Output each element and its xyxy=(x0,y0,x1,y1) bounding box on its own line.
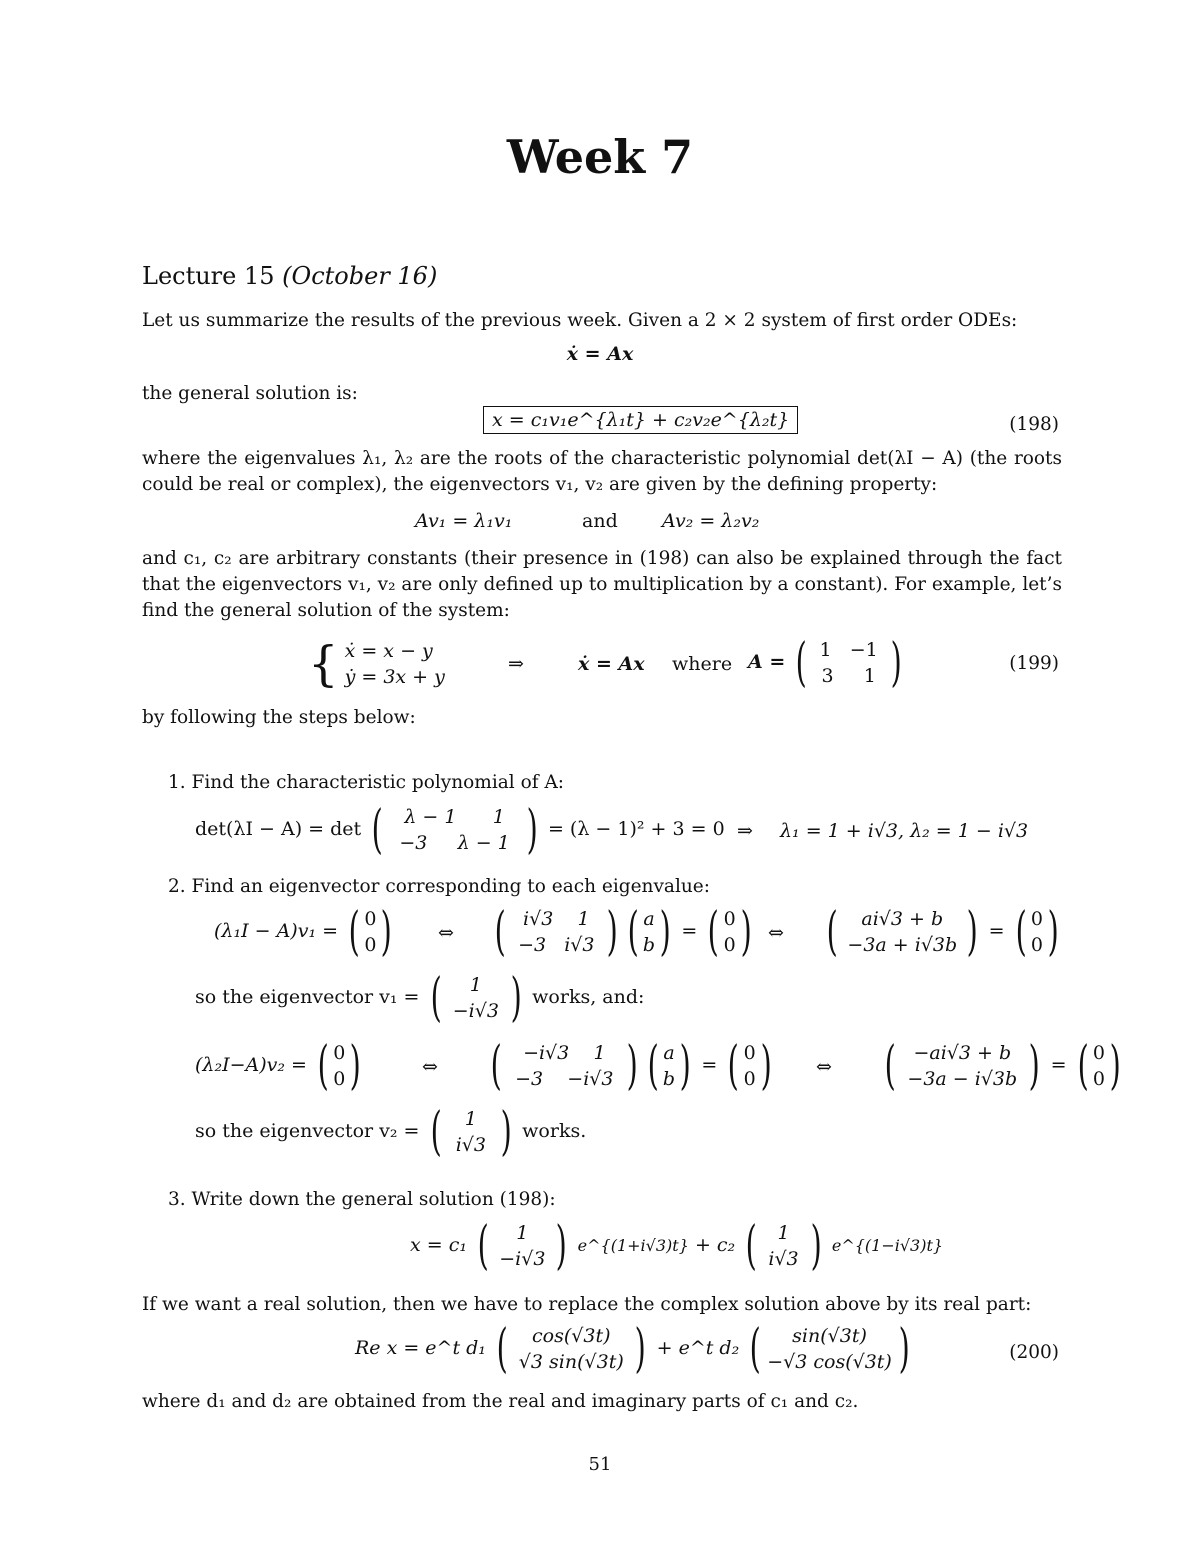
eq2-matrix xyxy=(506,1040,622,1092)
left-paren: ( xyxy=(430,968,442,1028)
left-paren: ( xyxy=(1077,1036,1089,1096)
matrix-A-entries xyxy=(818,637,880,689)
step-3-label: 3. xyxy=(168,1189,186,1210)
right-paren: ) xyxy=(510,968,522,1028)
eigvec-2-statement xyxy=(195,1102,587,1162)
e1-12: 1 xyxy=(577,908,590,930)
right-paren: ) xyxy=(526,800,538,860)
left-paren: ( xyxy=(348,902,360,962)
eigen-equation-right xyxy=(662,510,759,532)
e2-21: −3 xyxy=(515,1068,544,1090)
zero-top: 0 xyxy=(333,1042,346,1064)
v1-top: 1 xyxy=(469,974,482,996)
zero-bottom: 0 xyxy=(333,1068,346,1090)
cm-22: λ − 1 xyxy=(457,832,510,854)
right-paren: ) xyxy=(634,1319,646,1379)
res1-bottom: −3a + i√3b xyxy=(847,934,958,956)
right-paren: ) xyxy=(349,1036,362,1096)
b-entry: b xyxy=(642,934,656,956)
gs-v1 xyxy=(493,1220,551,1272)
rv2-bottom: −√3 cos(√3t) xyxy=(767,1351,892,1373)
ab-vector xyxy=(663,1040,675,1092)
step-2-text xyxy=(168,874,1048,900)
system-line-2: ẏ = 3x + y xyxy=(344,666,445,688)
left-paren: ( xyxy=(745,1216,757,1276)
eq2-matrix-product: ( −i√3 1 −3 −i√3 ) ( a b) = ( 0 0) xyxy=(490,1036,772,1096)
step-1-text xyxy=(168,770,1048,796)
step-3-description: Write down the general solution (198): xyxy=(191,1189,556,1210)
v1-bottom: −i√3 xyxy=(452,1000,499,1022)
zero-top: 0 xyxy=(364,908,377,930)
left-paren: ( xyxy=(371,800,383,860)
exp-2: e^{(1−i√3)t} xyxy=(831,1236,944,1255)
zero-vector xyxy=(744,1040,756,1092)
step-1-description: Find the characteristic polynomial of A: xyxy=(191,772,565,793)
char-matrix xyxy=(394,804,516,856)
right-paren: ) xyxy=(500,1102,512,1162)
eigen-equation-left xyxy=(415,510,512,532)
re-x-lhs: Re x = e^t d₁ xyxy=(355,1337,486,1359)
step-1-arrow: ⇒ xyxy=(737,820,753,842)
gs-v2-top: 1 xyxy=(777,1222,790,1244)
eq2-lhs: (λ₂I−A)v₂ = xyxy=(195,1054,307,1076)
zero-bottom: 0 xyxy=(364,934,377,956)
right-paren: ) xyxy=(760,1036,772,1096)
eq1-matrix-product: ( i√3 1 −3 i√3 ) ( a b) = ( 0 0) xyxy=(494,902,752,962)
equation-199-system xyxy=(308,636,445,692)
cm-11: λ − 1 xyxy=(404,806,457,828)
system-equation: ẋ = Ax xyxy=(566,343,634,365)
a-entry: a xyxy=(663,1042,675,1064)
res1-top: ai√3 + b xyxy=(861,908,944,930)
step-3-text xyxy=(168,1187,1048,1213)
right-paren: ) xyxy=(626,1036,639,1096)
right-paren: ) xyxy=(740,902,752,962)
e1-11: i√3 xyxy=(523,908,554,930)
zero-top: 0 xyxy=(1092,1042,1105,1064)
plus-d2: + e^t d₂ xyxy=(656,1337,740,1359)
eq2-result: ( −ai√3 + b −3a − i√3b ) = ( 0 0) xyxy=(884,1036,1121,1096)
A-22: 1 xyxy=(863,665,876,687)
page-number: 51 xyxy=(588,1454,612,1475)
right-paren: ) xyxy=(679,1036,691,1096)
zero-bottom: 0 xyxy=(1030,934,1043,956)
constants-paragraph: and c₁, c₂ are arbitrary constants (their presence in (198) can also be explained through the fact that the eigenvectors v₁, v₂ are only defined up to multiplication by a constant). For example, let’s find the general solution of the system: xyxy=(142,548,1062,621)
eq1-lhs: (λ₁I − A)v₁ = xyxy=(214,920,339,942)
left-paren: ( xyxy=(1015,902,1027,962)
right-paren: ) xyxy=(555,1216,568,1276)
left-paren: ( xyxy=(795,633,808,693)
e1-22: i√3 xyxy=(564,934,595,956)
real-solution-paragraph: If we want a real solution, then we have to replace the complex solution above by its real part: xyxy=(142,1294,1032,1315)
left-paren: ( xyxy=(490,1036,502,1096)
lecture-date: (October 16) xyxy=(282,262,438,290)
zero-top: 0 xyxy=(1030,908,1043,930)
matrix-A-label: A = xyxy=(748,651,786,673)
system-lines xyxy=(345,638,445,690)
eigen-equation-and: and xyxy=(582,510,618,532)
equation-200 xyxy=(355,1319,914,1379)
eq1-result-vector xyxy=(842,906,962,958)
right-paren: ) xyxy=(1028,1036,1041,1096)
v2-vector xyxy=(446,1106,496,1158)
v2-bottom: i√3 xyxy=(455,1134,486,1156)
v2-text: so the eigenvector v₂ = xyxy=(195,1120,420,1142)
right-paren: ) xyxy=(1109,1036,1121,1096)
left-paren: ( xyxy=(496,1319,508,1379)
matrix-A xyxy=(748,633,906,693)
gs-v2-bottom: i√3 xyxy=(768,1248,799,1270)
cm-12: 1 xyxy=(492,806,505,828)
left-paren: ( xyxy=(317,1036,329,1096)
left-paren: ( xyxy=(707,902,720,962)
right-paren: ) xyxy=(966,902,979,962)
left-paren: ( xyxy=(494,902,506,962)
eq2-result-vector xyxy=(900,1040,1024,1092)
zero-bottom: 0 xyxy=(743,1068,756,1090)
eigvec-2-equation xyxy=(195,1036,366,1096)
eigen-eq-2: Av₂ = λ₂v₂ xyxy=(662,510,760,532)
zero-top: 0 xyxy=(743,1042,756,1064)
ab-vector xyxy=(643,906,655,958)
cm-21: −3 xyxy=(399,832,428,854)
right-paren: ) xyxy=(381,902,393,962)
steps-intro: by following the steps below: xyxy=(142,707,416,728)
right-paren: ) xyxy=(1047,902,1059,962)
left-paren: ( xyxy=(430,1102,442,1162)
zero-vector xyxy=(364,906,376,958)
gs-v2 xyxy=(762,1220,806,1272)
zero-bottom: 0 xyxy=(1092,1068,1105,1090)
gs-v1-bottom: −i√3 xyxy=(499,1248,546,1270)
equation-number-199: (199) xyxy=(1009,653,1059,674)
real-vector-2 xyxy=(766,1323,894,1375)
step-3-equation xyxy=(410,1216,944,1276)
v1-after: works, and: xyxy=(532,986,645,1008)
zero-top: 0 xyxy=(723,908,736,930)
res2-top: −ai√3 + b xyxy=(913,1042,1012,1064)
left-paren: ( xyxy=(749,1319,761,1379)
eq1-result: ( ai√3 + b −3a + i√3b ) = ( 0 0) xyxy=(826,902,1059,962)
left-paren: ( xyxy=(884,1036,896,1096)
iff-1: ⇔ xyxy=(438,922,454,944)
rv1-bottom: √3 sin(√3t) xyxy=(518,1351,624,1373)
v1-vector xyxy=(446,972,506,1024)
step-1-equation xyxy=(195,800,725,860)
right-paren: ) xyxy=(898,1319,910,1379)
equation-198 xyxy=(483,409,798,431)
a-entry: a xyxy=(643,908,655,930)
right-paren: ) xyxy=(890,633,902,693)
real-vector-1 xyxy=(512,1323,630,1375)
zero-vector xyxy=(724,906,736,958)
gs-v1-top: 1 xyxy=(516,1222,529,1244)
step-2-description: Find an eigenvector corresponding to each eigenvalue: xyxy=(191,876,710,897)
eigvec-1-equation xyxy=(214,902,397,962)
iff-3: ⇔ xyxy=(422,1056,438,1078)
equation-number-198: (198) xyxy=(1009,414,1059,435)
A-21: 3 xyxy=(821,665,834,687)
implies-arrow-199: ⇒ xyxy=(508,653,524,675)
iff-4: ⇔ xyxy=(816,1056,832,1078)
e2-22: −i√3 xyxy=(567,1068,614,1090)
equation-number-200: (200) xyxy=(1009,1342,1059,1363)
exp-1: e^{(1+i√3)t} xyxy=(577,1236,689,1255)
lecture-heading xyxy=(142,262,437,290)
zero-vector xyxy=(333,1040,345,1092)
A-11: 1 xyxy=(819,639,832,661)
char-poly-rhs: = (λ − 1)² + 3 = 0 xyxy=(547,818,725,840)
closing-paragraph: where d₁ and d₂ are obtained from the real and imaginary parts of c₁ and c₂. xyxy=(142,1391,859,1412)
left-paren: ( xyxy=(477,1216,489,1276)
zero-bottom: 0 xyxy=(723,934,736,956)
right-paren: ) xyxy=(810,1216,822,1276)
plus-c2: + c₂ xyxy=(694,1234,736,1256)
general-solution-label: the general solution is: xyxy=(142,383,358,404)
boxed-general-solution: x = c₁v₁e^{λ₁t} + c₂v₂e^{λ₂t} xyxy=(483,406,798,434)
A-12: −1 xyxy=(849,639,878,661)
rv2-top: sin(√3t) xyxy=(792,1325,867,1347)
matrix-form-199: ẋ = Ax xyxy=(578,653,645,675)
step-1-label: 1. xyxy=(168,772,186,793)
where-199: where xyxy=(672,653,733,675)
iff-2: ⇔ xyxy=(768,922,784,944)
intro-paragraph: Let us summarize the results of the previous week. Given a 2 × 2 system of first order ODEs: xyxy=(142,310,1018,331)
left-paren: ( xyxy=(727,1036,740,1096)
eigvec-1-statement xyxy=(195,968,645,1028)
zero-vector xyxy=(1031,906,1043,958)
eigen-paragraph: where the eigenvalues λ₁, λ₂ are the roots of the characteristic polynomial det(λI − A) (the roots could be real or complex), the eigenvectors v₁, v₂ are given by the defining property: xyxy=(142,448,1062,495)
v2-after: works. xyxy=(522,1120,587,1142)
rv1-top: cos(√3t) xyxy=(532,1325,611,1347)
e2-11: −i√3 xyxy=(523,1042,570,1064)
zero-vector xyxy=(1093,1040,1105,1092)
right-paren: ) xyxy=(606,902,619,962)
eigen-eq-1: Av₁ = λ₁v₁ xyxy=(415,510,513,532)
left-paren: ( xyxy=(826,902,838,962)
page-title: Week 7 xyxy=(506,130,694,184)
system-line-1: ẋ = x − y xyxy=(344,640,433,662)
left-paren: ( xyxy=(647,1036,659,1096)
eq1-matrix xyxy=(510,906,602,958)
lecture-number: Lecture 15 xyxy=(142,262,275,290)
res2-bottom: −3a − i√3b xyxy=(907,1068,1018,1090)
v1-text: so the eigenvector v₁ = xyxy=(195,986,420,1008)
e2-12: 1 xyxy=(593,1042,606,1064)
v2-top: 1 xyxy=(464,1108,477,1130)
char-poly-lhs: det(λI − A) = det xyxy=(195,818,362,840)
left-paren: ( xyxy=(627,902,639,962)
b-entry: b xyxy=(662,1068,676,1090)
eigenvalue-roots: λ₁ = 1 + i√3, λ₂ = 1 − i√3 xyxy=(780,820,1029,842)
x-eq: x = c₁ xyxy=(410,1234,467,1256)
left-brace: { xyxy=(308,636,339,692)
step-2-label: 2. xyxy=(168,876,186,897)
e1-21: −3 xyxy=(518,934,547,956)
right-paren: ) xyxy=(659,902,671,962)
